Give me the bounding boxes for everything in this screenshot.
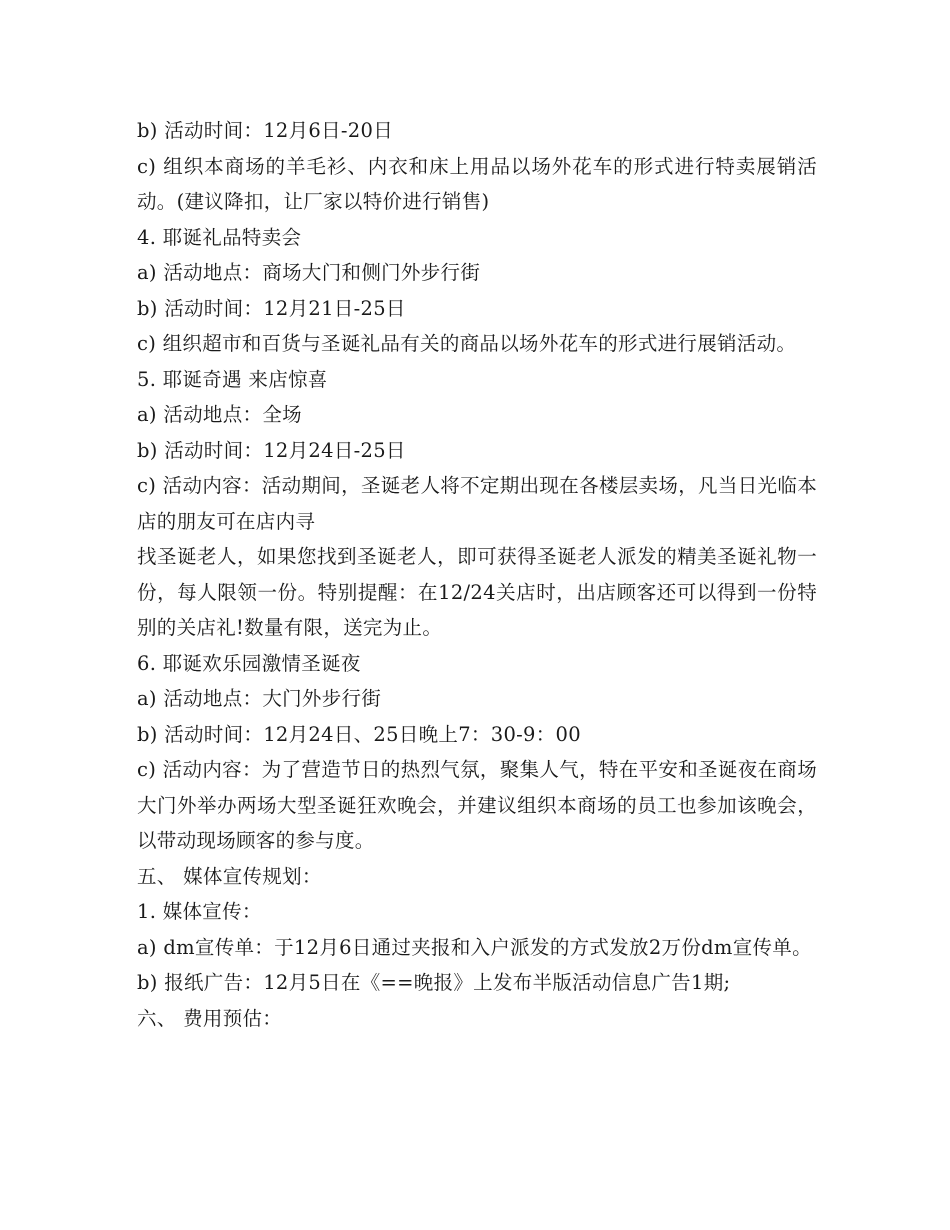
- text-line: b) 活动时间：12月21日-25日: [137, 296, 406, 320]
- text-line: a) 活动地点：商场大门和侧门外步行街: [137, 261, 481, 284]
- text-paragraph: c) 组织本商场的羊毛衫、内衣和床上用品以场外花车的形式进行特卖展销活动。(建议降扣，让厂家以特价进行销售): [137, 154, 817, 213]
- text-paragraph: c) 组织超市和百货与圣诞礼品有关的商品以场外花车的形式进行展销活动。: [137, 332, 797, 355]
- chapter-heading: 六、 费用预估：: [137, 1006, 283, 1030]
- text-paragraph: a) dm宣传单：于12月6日通过夹报和入户派发的方式发放2万份dm宣传单。: [137, 935, 812, 959]
- text-line: b) 活动时间：12月24日-25日: [137, 438, 406, 462]
- document-body: [137, 113, 817, 1036]
- text-paragraph: c) 活动内容：活动期间，圣诞老人将不定期出现在各楼层卖场，凡当日光临本店的朋友可在店内寻: [137, 474, 817, 533]
- text-line: b) 报纸广告：12月5日在《==晚报》上发布半版活动信息广告1期;: [137, 971, 731, 994]
- text-line: a) 活动地点：大门外步行街: [137, 687, 382, 710]
- section-heading: 6. 耶诞欢乐园激情圣诞夜: [137, 651, 361, 675]
- text-paragraph: c) 活动内容：为了营造节日的热烈气氛，聚集人气，特在平安和圣诞夜在商场大门外举办两场大型圣诞狂欢晚会，并建议组织本商场的员工也参加该晚会，以带动现场顾客的参与度。: [137, 758, 817, 852]
- text-line: b) 活动时间：12月24日、25日晚上7：30-9：00: [137, 722, 581, 746]
- text-paragraph: 找圣诞老人，如果您找到圣诞老人，即可获得圣诞老人派发的精美圣诞礼物一份，每人限领一份。特别提醒：在12/24关店时，出店顾客还可以得到一份特别的关店礼!数量有限，送完为止。: [137, 545, 817, 639]
- section-heading: 4. 耶诞礼品特卖会: [137, 225, 302, 249]
- text-line: b) 活动时间：12月6日-20日: [137, 119, 394, 142]
- chapter-heading: 五、 媒体宣传规划：: [137, 864, 322, 888]
- section-heading: 1. 媒体宣传：: [137, 900, 262, 923]
- text-line: a) 活动地点：全场: [137, 403, 302, 426]
- section-heading: 5. 耶诞奇遇 来店惊喜: [137, 367, 328, 391]
